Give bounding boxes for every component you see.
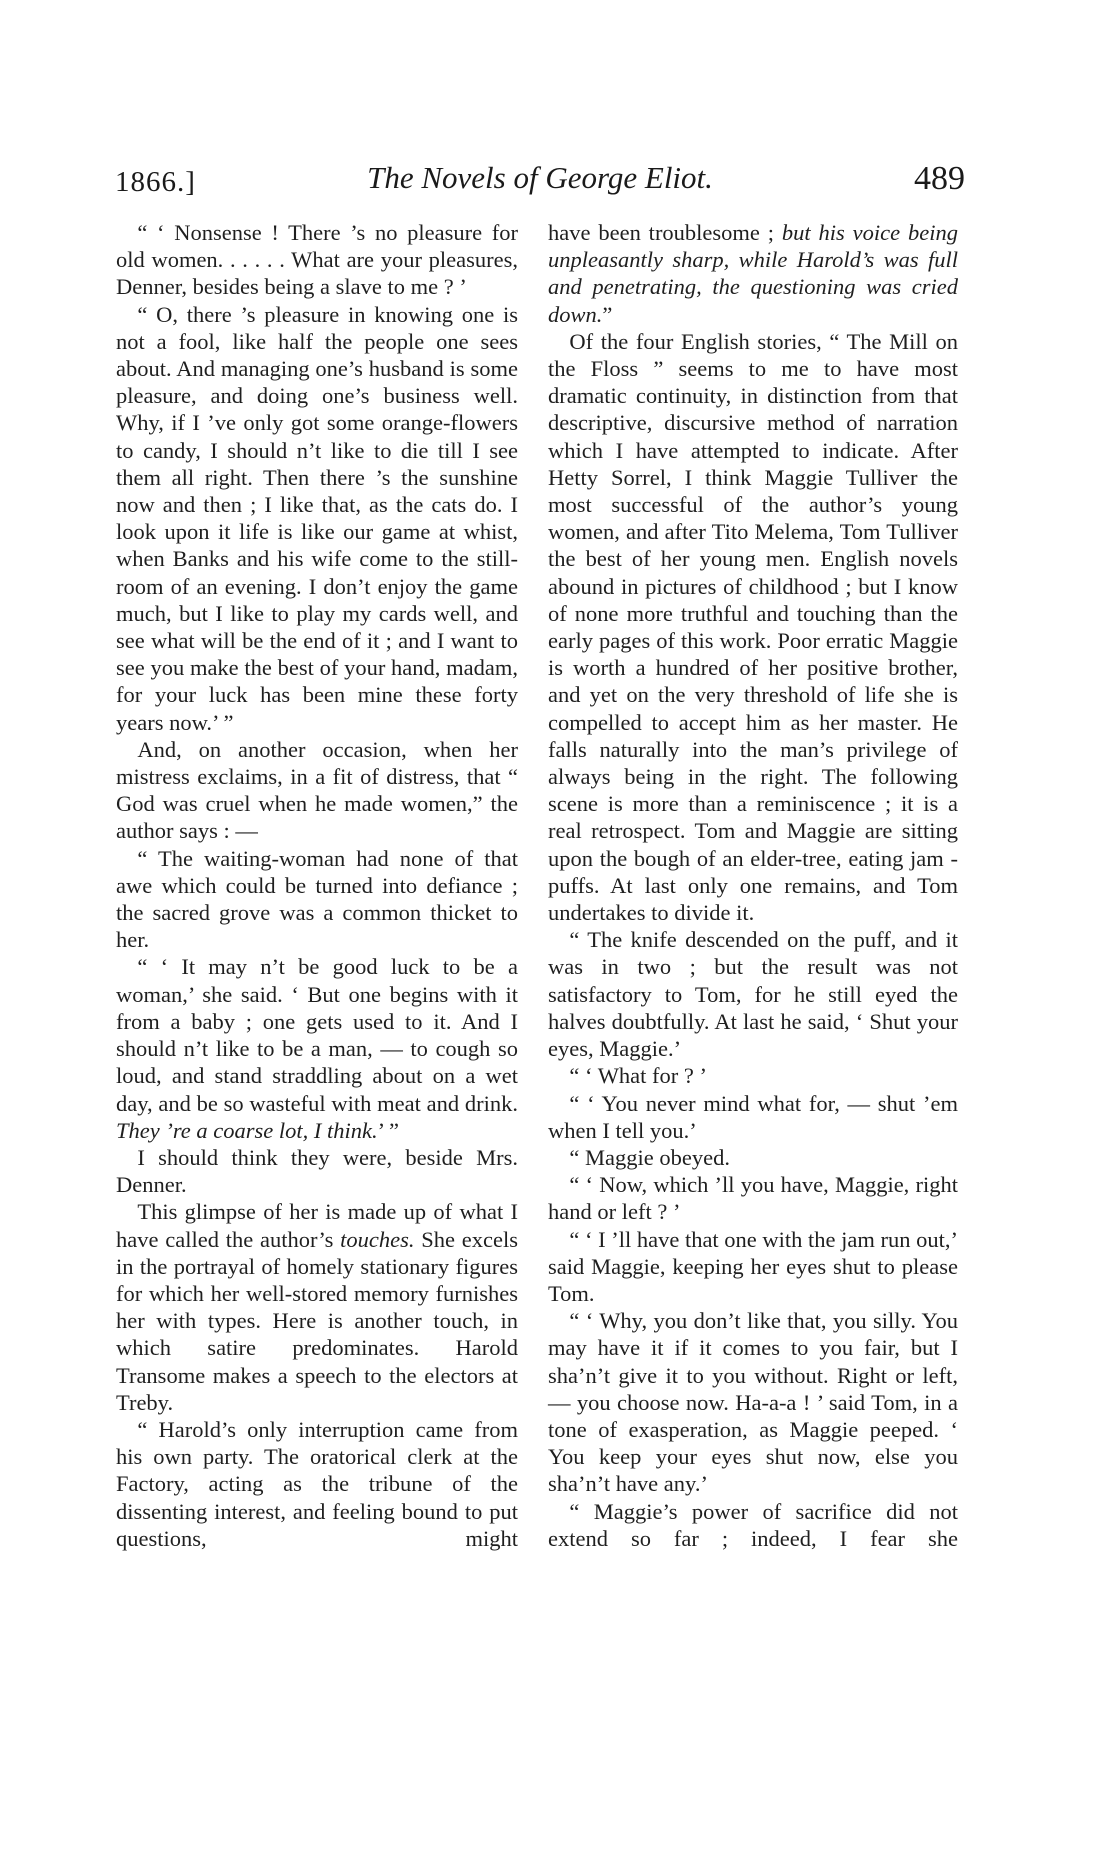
paragraph-text: ” xyxy=(602,301,613,327)
paragraph: “ The knife descended on the puff, and it was in two ; but the result was not satisfactory to Tom, for he still eyed the halves doubtfully. At last he said, ‘ Shut your eyes, Maggie.’ xyxy=(548,927,958,1062)
paragraph-text: She excels in the portrayal of homely stationary figures for which her well-stored memory furnishes her with types. Here is another touch, in which satire predominates. Harold Transome makes a speech to the electors at Treby. xyxy=(116,1226,519,1415)
header-title: The Novels of George Eliot. xyxy=(367,160,713,195)
paragraph: “ ‘ Now, which ’ll you have, Maggie, right hand or left ? ’ xyxy=(548,1172,958,1225)
italic-text: but his voice being unpleasantly sharp, while Harold’s was full and penetrating, the questioning was cried down. xyxy=(548,220,958,327)
paragraph: “ ‘ Nonsense ! There ’s no pleasure for old women. . . . . . What are your pleasures, Denner, besides being a slave to me ? ’ xyxy=(116,220,518,300)
paragraph-text: “ ‘ It may n’t be good luck to be a woman,’ she said. ‘ But one begins with it from a baby ; one gets used to it. And I should n’t like to be a man, — to cough so loud, and stand straddling about on a wet day, and be so wasteful with meat and drink. xyxy=(116,954,518,1116)
paragraph-text: have been troublesome ; xyxy=(548,220,775,245)
paragraph-text: This glimpse of her is made up of what I have called the author’s xyxy=(116,1199,518,1252)
paragraph: “ The waiting-woman had none of that awe which could be turned into defiance ; the sacred grove was a common thicket to her. xyxy=(116,845,518,953)
header-year: 1866.] xyxy=(115,166,196,198)
left-column xyxy=(116,219,518,1552)
running-header xyxy=(115,160,965,216)
paragraph: “ ‘ What for ? ’ xyxy=(569,1063,708,1089)
paragraph: “ Maggie’s power of sacrifice did not extend so far ; indeed, I fear she xyxy=(548,1498,958,1551)
paragraph: Of the four English stories, “ The Mill on the Floss ” seems to me to have most dramatic continuity, in distinction from that descriptive, discursive method of narration which I have attempted to indicate. After Hetty Sorrel, I think Maggie Tulliver the most successful of the author’s young women, and after Tito Melema, Tom Tulliver the best of her young men. English novels abound in pictures of childhood ; but I know of none more truthful and touching than the early pages of this work. Poor erratic Maggie is worth a hundred of her positive brother, and yet on the very threshold of life she is compelled to accept him as her master. He falls naturally into the man’s privilege of always being in the right. The following scene is more than a reminiscence ; it is a real retrospect. Tom and Maggie are sitting upon the bough of an elder-tree, eating jam - puffs. At last only one remains, and Tom undertakes to divide it. xyxy=(548,328,958,926)
paragraph: “ O, there ’s pleasure in knowing one is not a fool, like half the people one sees about. And managing one’s husband is some pleasure, and doing one’s business well. Why, if I ’ve only got some orange-flowers to candy, I should n’t like to die till I see them all right. Then there ’s the sunshine now and then ; I like that, as the cats do. I look upon it life is like our game at whist, when Banks and his wife come to the still-room of an evening. I don’t enjoy the game much, but I like to play my cards well, and see what will be the end of it ; and I want to see you make the best of your hand, madam, for your luck has been mine these forty years now.’ ” xyxy=(116,301,518,735)
italic-text: touches. xyxy=(340,1226,415,1252)
paragraph xyxy=(548,219,958,328)
paragraph: “ Maggie obeyed. xyxy=(569,1144,730,1170)
page-number: 489 xyxy=(914,160,965,197)
paragraph: I should think they were, beside Mrs. Denner. xyxy=(116,1144,518,1198)
paragraph: “ ‘ You never mind what for, — shut ’em when I tell you.’ xyxy=(548,1090,958,1143)
italic-text: They ’re a coarse lot, I think. xyxy=(116,1117,378,1143)
paragraph: “ ‘ I ’ll have that one with the jam run out,’ said Maggie, keeping her eyes shut to please Tom. xyxy=(548,1226,959,1306)
paragraph xyxy=(116,953,518,1143)
paragraph xyxy=(116,1198,518,1416)
paragraph: “ Harold’s only interruption came from his own party. The oratorical clerk at the Factory, acting as the tribune of the dissenting interest, and feeling bound to put questions, might xyxy=(116,1416,518,1551)
paragraph-text: ’ ” xyxy=(377,1117,400,1143)
paragraph: “ ‘ Why, you don’t like that, you silly. You may have it if it comes to you fair, but I sha’n’t give it to you without. Right or left, — you choose now. Ha-a-a ! ’ said Tom, in a tone of exasperation, as Maggie peeped. ‘ You keep your eyes shut now, else you sha’n’t have any.’ xyxy=(548,1308,958,1497)
right-column xyxy=(548,219,958,1552)
paragraph: And, on another occasion, when her mistress exclaims, in a fit of distress, that “ God was cruel when he made women,” the author says : — xyxy=(116,736,518,844)
